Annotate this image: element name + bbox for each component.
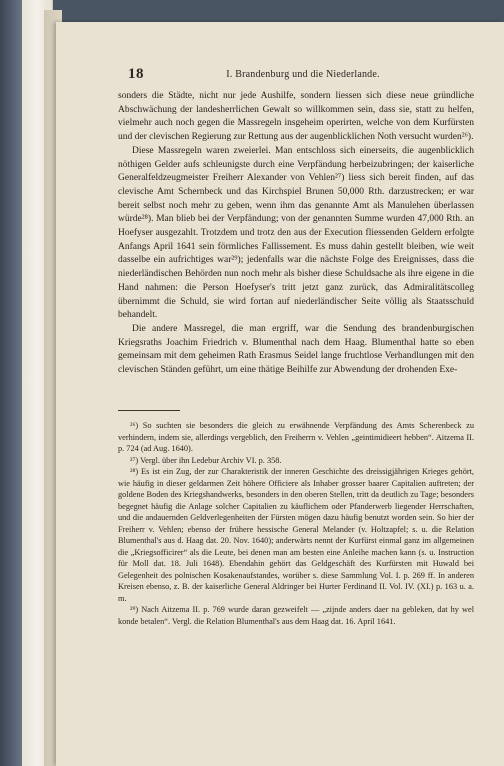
footnotes [118, 420, 474, 627]
paragraph: sonders die Städte, nicht nur jede Aushilfe, sondern liessen sich diese neue gründliche Abschwächung der landesherrlichen Gewalt so willkommen sein, dass sie, statt zu helfen, vielmehr auch noch gegen die Massregeln insgeheim operirten, welche von dem Kurfürsten und der clevischen Regierung zur Rettung aus der augenblicklichen Noth versucht wurden²⁶). [118, 91, 474, 143]
footnote: ²⁶) So suchten sie besonders die gleich zu erwähnende Verpfändung des Amts Scherenbeck zu verhindern, indem sie, allerdings vergeblich, den Freiherrn v. Vehlen „geintimidieert hebben“. Aitzema II. p. 724 (ad Aug. 1640). [118, 421, 474, 453]
footnote: ²⁹) Nach Aitzema II. p. 769 wurde daran gezweifelt — „zijnde anders daer na gebleken, dat hy wel konde betalen“. Vergl. die Relation Blumenthal's aus dem Haag dat. 16. April 1641. [118, 605, 474, 626]
book-binding [0, 0, 22, 766]
footnote: ²⁷) Vergl. über ihn Ledebur Archiv VI. p. 358. [130, 455, 282, 465]
page-header [72, 66, 474, 82]
footnote-separator [118, 410, 180, 411]
footnote: ²⁸) Es ist ein Zug, der zur Charakteristik der inneren Geschichte des dreissigjährigen Krieges gehört, wie häufig in dieser geldarmen Zeit höhere Officiere als Inhaber grosser baarer Capitalien auftreten; der goldene Boden des Kriegshandwerks, besonders in den oberen Stellen, tritt da deutlich zu Tage; besonders begegnet häufig die Anlage solcher Capitalien zu käuflichem oder Pfanderwerb liegender Herrschaften, und die andauernden Geldverlegenheiten der Fürsten mögen dazu häufig benutzt worden sein. So hier der Freiherr v. Vehlen; ebenso der frühere hessische General Melander (v. Holtzapfel; s. u. die Relation Blumenthal's aus d. Haag dat. 20. Nov. 1640); anderwärts nennt der Kurfürst einmal ganz im allgemeinen die „Kriegsofficirer“ als die Leute, bei denen man am besten eine Anleihe machen kann (s. u. Instruction für Moll dat. 18. Juli 1648). Ebendahin gehört das Geldgeschäft des Kurfürsten mit Huwald bei Gelegenheit des polnischen Kosakenaufstandes, worüber s. diese Sammlung Vol. I. p. 269 ff. In anderen Kreisen ebenso, z. B. der kaiserliche General Aldringer bei Hurter Ferdinand II. Vol. IV. (XI.) p. 163 u. a. m. [118, 467, 474, 603]
page-number: 18 [128, 66, 144, 82]
main-text [118, 90, 474, 378]
running-head: I. Brandenburg und die Niederlande. [226, 69, 380, 80]
paragraph: Die andere Massregel, die man ergriff, war die Sendung des brandenburgischen Kriegsraths Joachim Friedrich v. Blumenthal nach dem Haag. Blumenthal hatte so eben gemeinsam mit dem geheimen Rath Erasmus Seidel lange fruchtlose Verhandlungen mit den clevischen Ständen geführt, um eine thätige Beihilfe zur Abwendung der drohenden Exe- [118, 323, 474, 376]
paragraph: Diese Massregeln waren zweierlei. Man entschloss sich einerseits, die augenblicklich nöthigen Gelder aufs schleunigste durch eine Verpfändung herbeizubringen; der kaiserliche Generalfeldzeugmeister Freiherr Alexander von Vehlen²⁷) liess sich bereit finden, auf das clevische Amt Schernbeck und das Kirchspiel Brunen 50,000 Rth. darzustrecken; er war bereit selbst noch mehr zu geben, wenn ihm das genannte Amt als Manulehen überlassen würde²⁸). Man blieb bei der Verpfändung; von der genannten Summe wurden 47,000 Rth. an Hoefyser ausgezahlt. Trotzdem und trotz den aus der Execution fliessenden Geldern erfolgte Anfangs April 1641 sein förmliches Fallissement. Es muss dahin gestellt bleiben, wie weit dasselbe ein aufrichtiges war²⁹); jedenfalls war die nächste Folge des Ereignisses, dass die niederländischen Behörden nun noch mehr als bisher diese Schuldsache als ihre eigene in die Hand nahmen: die Person Hoefyser's tritt jetzt ganz zurück, das Admiralitätscolleg übernimmt die Schuld, sie wird fortan auf niederländischer Seite völlig als Staatsschuld behandelt. [118, 145, 474, 321]
